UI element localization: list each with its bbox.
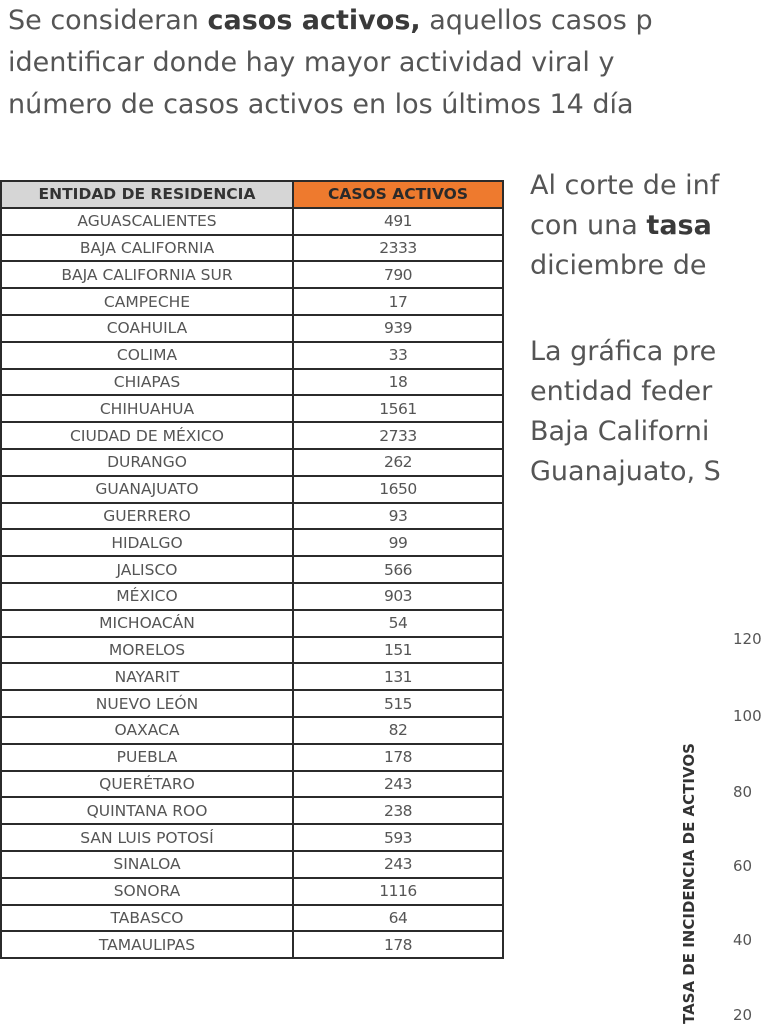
side1-line-1: Al corte de inf	[530, 170, 720, 201]
table-row	[1, 610, 503, 637]
entity-cell: AGUASCALIENTES	[1, 208, 293, 235]
entity-cell: TABASCO	[1, 905, 293, 932]
side1-line-3: diciembre de	[530, 250, 707, 281]
table-body	[1, 208, 503, 958]
entity-cell: CHIAPAS	[1, 369, 293, 396]
entity-cell: PUEBLA	[1, 744, 293, 771]
table-row	[1, 771, 503, 798]
entity-cell: NUEVO LEÓN	[1, 690, 293, 717]
entity-cell: SAN LUIS POTOSÍ	[1, 824, 293, 851]
table-row	[1, 583, 503, 610]
intro-line-2: identificar donde hay mayor actividad viral y	[8, 47, 615, 78]
table-row	[1, 369, 503, 396]
active-cases-cell: 593	[293, 824, 503, 851]
entity-cell: JALISCO	[1, 556, 293, 583]
entity-cell: COAHUILA	[1, 315, 293, 342]
table-row	[1, 851, 503, 878]
table-row	[1, 342, 503, 369]
entity-cell: MÉXICO	[1, 583, 293, 610]
table-row	[1, 878, 503, 905]
active-cases-cell: 82	[293, 717, 503, 744]
table-row	[1, 529, 503, 556]
entity-cell: CHIHUAHUA	[1, 395, 293, 422]
active-cases-cell: 243	[293, 771, 503, 798]
table-row	[1, 690, 503, 717]
active-cases-cell: 64	[293, 905, 503, 932]
table-row	[1, 717, 503, 744]
chart-tick-label: 80	[733, 783, 753, 801]
entity-cell: DURANGO	[1, 449, 293, 476]
entity-cell: BAJA CALIFORNIA	[1, 235, 293, 262]
entity-cell: QUINTANA ROO	[1, 797, 293, 824]
active-cases-cell: 178	[293, 744, 503, 771]
side2-line-1: La gráfica pre	[530, 336, 717, 367]
entity-cell: HIDALGO	[1, 529, 293, 556]
entity-cell: CAMPECHE	[1, 288, 293, 315]
entity-cell: BAJA CALIFORNIA SUR	[1, 261, 293, 288]
header-active-cases: CASOS ACTIVOS	[293, 181, 503, 208]
active-cases-cell: 151	[293, 637, 503, 664]
entity-cell: COLIMA	[1, 342, 293, 369]
active-cases-cell: 93	[293, 503, 503, 530]
active-cases-cell: 262	[293, 449, 503, 476]
active-cases-cell: 1116	[293, 878, 503, 905]
entity-cell: CIUDAD DE MÉXICO	[1, 422, 293, 449]
side2-line-3: Baja Californi	[530, 416, 710, 447]
active-cases-cell: 18	[293, 369, 503, 396]
table-row	[1, 905, 503, 932]
table-row	[1, 395, 503, 422]
active-cases-cell: 131	[293, 663, 503, 690]
chart-tick-label: 120	[733, 630, 762, 648]
table-row	[1, 663, 503, 690]
chart-tick-label: 40	[733, 931, 753, 949]
table-row	[1, 503, 503, 530]
side1-line-2: con una tasa	[530, 210, 712, 241]
entity-cell: SINALOA	[1, 851, 293, 878]
entity-cell: GUANAJUATO	[1, 476, 293, 503]
table-row	[1, 476, 503, 503]
chart-tick-label: 100	[733, 707, 762, 725]
active-cases-cell: 99	[293, 529, 503, 556]
entity-cell: OAXACA	[1, 717, 293, 744]
side-paragraph-1	[530, 166, 770, 286]
active-cases-cell: 243	[293, 851, 503, 878]
active-cases-cell: 178	[293, 931, 503, 958]
table-row	[1, 315, 503, 342]
intro-bold-term: casos activos,	[207, 5, 421, 36]
table-header-row	[1, 181, 503, 208]
side2-line-2: entidad feder	[530, 376, 713, 407]
chart-tick-label: 20	[733, 1006, 753, 1024]
side2-line-4: Guanajuato, S	[530, 456, 721, 487]
active-cases-cell: 238	[293, 797, 503, 824]
intro-line-1: Se consideran casos activos, aquellos casos p	[8, 5, 653, 36]
active-cases-cell: 2333	[293, 235, 503, 262]
active-cases-cell: 491	[293, 208, 503, 235]
active-cases-cell: 33	[293, 342, 503, 369]
table-row	[1, 261, 503, 288]
table-row	[1, 208, 503, 235]
table-row	[1, 931, 503, 958]
entity-cell: GUERRERO	[1, 503, 293, 530]
active-cases-cell: 54	[293, 610, 503, 637]
active-cases-cell: 17	[293, 288, 503, 315]
active-cases-cell: 566	[293, 556, 503, 583]
table-row	[1, 422, 503, 449]
intro-line-3: número de casos activos en los últimos 14 día	[8, 89, 634, 120]
active-cases-cell: 790	[293, 261, 503, 288]
table-row	[1, 797, 503, 824]
chart-y-axis-label: TASA DE INCIDENCIA DE ACTIVOS	[680, 743, 698, 1024]
entity-cell: TAMAULIPAS	[1, 931, 293, 958]
side1-bold-term: tasa	[646, 210, 712, 241]
table-row	[1, 449, 503, 476]
intro-paragraph	[8, 0, 768, 126]
table-row	[1, 556, 503, 583]
active-cases-cell: 515	[293, 690, 503, 717]
entity-cell: SONORA	[1, 878, 293, 905]
active-cases-cell: 903	[293, 583, 503, 610]
table-row	[1, 637, 503, 664]
header-entity: ENTIDAD DE RESIDENCIA	[1, 181, 293, 208]
entity-cell: NAYARIT	[1, 663, 293, 690]
active-cases-cell: 1561	[293, 395, 503, 422]
entity-cell: MICHOACÁN	[1, 610, 293, 637]
active-cases-cell: 2733	[293, 422, 503, 449]
entity-cell: QUERÉTARO	[1, 771, 293, 798]
table-row	[1, 235, 503, 262]
table-row	[1, 824, 503, 851]
chart-tick-label: 60	[733, 857, 753, 875]
side-paragraph-2	[530, 332, 770, 492]
active-cases-table	[0, 180, 498, 959]
table-row	[1, 288, 503, 315]
active-cases-cell: 1650	[293, 476, 503, 503]
active-cases-cell: 939	[293, 315, 503, 342]
entity-cell: MORELOS	[1, 637, 293, 664]
table-row	[1, 744, 503, 771]
